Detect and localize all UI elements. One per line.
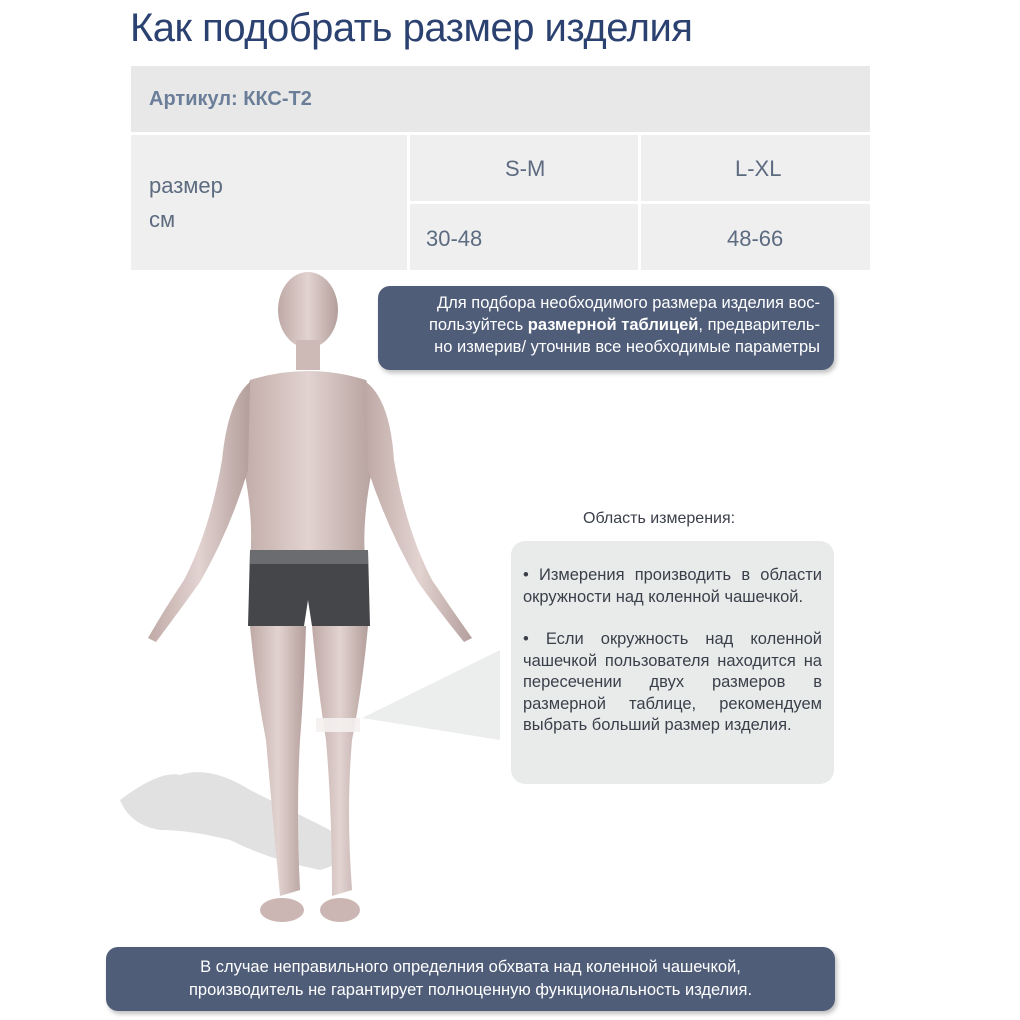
warning-line1: В случае неправильного определния обхвата над коленной чашечкой,: [200, 958, 741, 976]
instruction-1: • Измерения производить в области окружности над коленной чашечкой.: [523, 566, 822, 606]
size-header-lxl: [641, 135, 870, 201]
instruction-2: • Если окружность над коленной чашечкой пользователя находится на пересечении двух размеров в размерной таблице, рекомендуем выбрать больший размер изделия.: [523, 630, 822, 734]
size-table: [131, 66, 870, 270]
article-row: [131, 66, 870, 132]
hint-line2-after: , предваритель-: [698, 316, 820, 334]
measurement-band: [316, 718, 360, 732]
size-lxl-label: L-XL: [735, 156, 782, 181]
warning-line2: производитель не гарантирует полноценную функциональность изделия.: [188, 981, 753, 999]
row-label-line1: размер: [149, 173, 223, 198]
article-label: Артикул: ККС-Т2: [149, 88, 312, 110]
page-title: Как подобрать размер изделия: [130, 6, 693, 50]
value-lxl: 48-66: [727, 226, 784, 251]
hint-line1: Для подбора необходимого размера изделия вос-: [436, 294, 820, 312]
size-header-sm: [410, 135, 638, 201]
warning-banner: [106, 947, 835, 1011]
size-sm-label: S-M: [505, 156, 546, 181]
figure-shadow: [120, 772, 343, 870]
human-figure-illustration: [100, 270, 520, 950]
hint-line2-before: пользуйтесь: [428, 316, 528, 334]
row-label-line2: см: [149, 207, 176, 232]
measurement-instructions: [511, 541, 834, 784]
value-sm: 30-48: [426, 226, 483, 251]
measurement-area-heading: Область измерения:: [583, 510, 736, 527]
callout-pointer: [362, 650, 500, 740]
size-value-sm: [410, 204, 638, 270]
hint-line2-bold: размерной таблицей: [527, 316, 699, 334]
row-label-cell: [131, 135, 407, 270]
hint-line3: но измерив/ уточнив все необходимые параметры: [434, 338, 820, 356]
size-value-lxl: [641, 204, 870, 270]
